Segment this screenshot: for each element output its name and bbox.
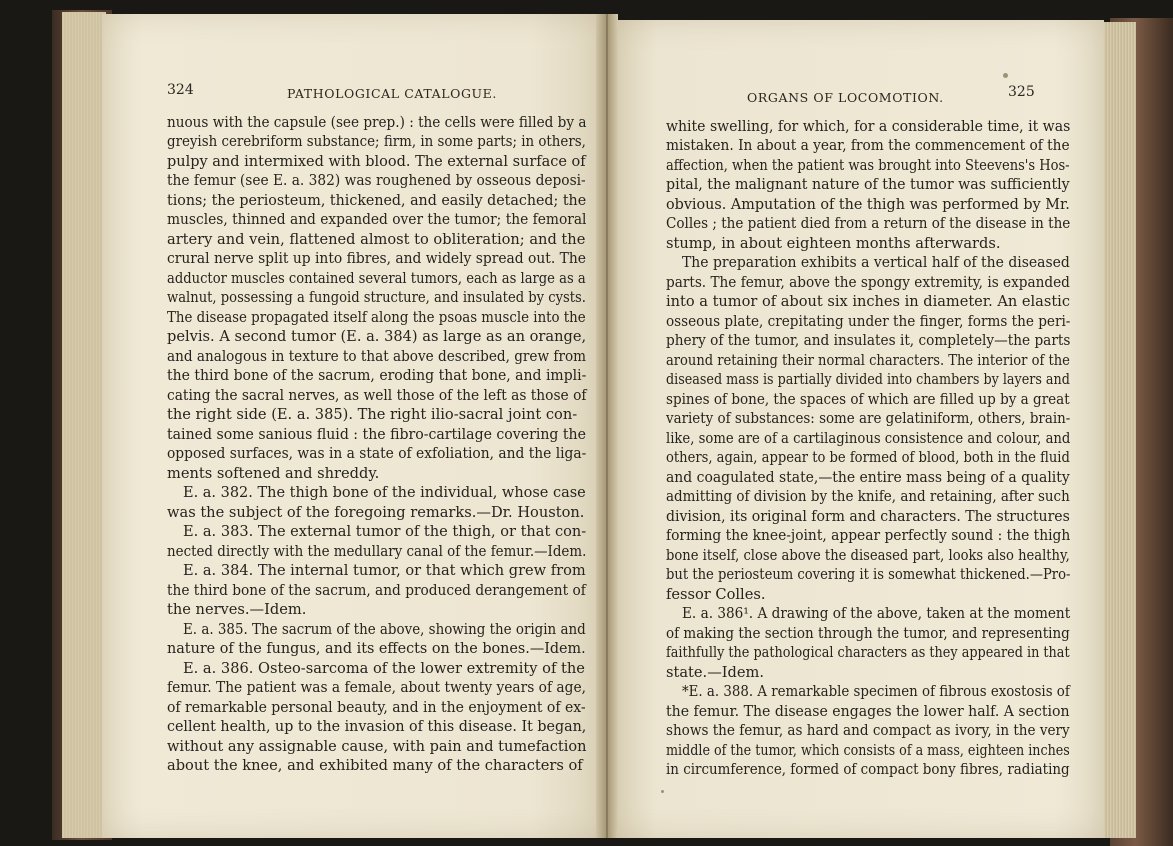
text-line: stump, in about eighteen months afterwards. (666, 235, 1001, 252)
text-line: white swelling, for which, for a considerable time, it was (666, 118, 1071, 135)
text-line: greyish cerebriform substance; firm, in some parts; in others, (167, 133, 586, 150)
book-gutter (596, 14, 618, 838)
text-line: walnut, possessing a fungoid structure, and insulated by cysts. (167, 289, 586, 306)
text-line: nected directly with the medullary canal of the femur.—Idem. (167, 543, 587, 560)
text-line: without any assignable cause, with pain and tumefaction (167, 738, 587, 755)
text-line: in circumference, formed of compact bony fibres, radiating (666, 761, 1070, 778)
text-line: obvious. Amputation of the thigh was performed by Mr. (666, 196, 1070, 213)
text-line: shows the femur, as hard and compact as ivory, in the very (666, 722, 1070, 739)
left-running-head: PATHOLOGICAL CATALOGUE. (287, 86, 497, 101)
text-line: *E. a. 388. A remarkable specimen of fibrous exostosis of (682, 683, 1070, 700)
text-line: adductor muscles contained several tumors, each as large as a (167, 270, 586, 287)
text-line: the third bone of the sacrum, and produced derangement of (167, 582, 586, 599)
text-line: around retaining their normal characters. The interior of the (666, 352, 1070, 369)
text-line: opposed surfaces, was in a state of exfoliation, and the liga- (167, 445, 587, 462)
text-line: tained some sanious fluid : the fibro-cartilage covering the (167, 426, 586, 443)
text-line: the femur (see E. a. 382) was roughened by osseous deposi- (167, 172, 586, 189)
text-line: division, its original form and characters. The structures (666, 508, 1070, 525)
text-line: middle of the tumor, which consists of a mass, eighteen inches (666, 742, 1070, 759)
text-line: ments softened and shreddy. (167, 465, 380, 482)
text-line: affection, when the patient was brought into Steevens's Hos- (666, 157, 1070, 174)
text-line: cellent health, up to the invasion of this disease. It began, (167, 718, 587, 735)
text-line: phery of the tumor, and insulates it, completely—the parts (666, 332, 1071, 349)
left-page-number: 324 (167, 82, 194, 98)
text-line: forming the knee-joint, appear perfectly sound : the thigh (666, 527, 1071, 544)
text-line: the third bone of the sacrum, eroding that bone, and impli- (167, 367, 587, 384)
text-line: into a tumor of about six inches in diameter. An elastic (666, 293, 1071, 310)
text-line: the right side (E. a. 385). The right ilio-sacral joint con- (167, 406, 578, 423)
text-line: spines of bone, the spaces of which are filled up by a great (666, 391, 1070, 408)
text-line: faithfully the pathological characters as they appeared in that (666, 644, 1070, 661)
text-line: osseous plate, crepitating under the finger, forms the peri- (666, 313, 1071, 330)
text-line: others, again, appear to be formed of blood, both in the fluid (666, 449, 1070, 466)
text-line: pital, the malignant nature of the tumor was sufficiently (666, 176, 1070, 193)
text-line: was the subject of the foregoing remarks.—Dr. Houston. (167, 504, 585, 521)
text-line: nuous with the capsule (see prep.) : the cells were filled by a (167, 114, 587, 131)
text-line: E. a. 386. Osteo-sarcoma of the lower extremity of the (183, 660, 585, 677)
text-line: tions; the periosteum, thickened, and easily detached; the (167, 192, 587, 209)
right-running-head: ORGANS OF LOCOMOTION. (747, 90, 944, 105)
text-line: E. a. 386¹. A drawing of the above, taken at the moment (682, 605, 1071, 622)
text-line: mistaken. In about a year, from the commencement of the (666, 137, 1070, 154)
text-line: cating the sacral nerves, as well those of the left as those of (167, 387, 587, 404)
text-line: nature of the fungus, and its effects on the bones.—Idem. (167, 640, 586, 657)
text-line: about the knee, and exhibited many of the characters of (167, 757, 583, 774)
text-line: pulpy and intermixed with blood. The external surface of (167, 153, 586, 170)
text-line: and analogous in texture to that above described, grew from (167, 348, 587, 365)
text-line: fessor Colles. (666, 586, 766, 603)
text-line: the femur. The disease engages the lower half. A section (666, 703, 1070, 720)
text-line: pelvis. A second tumor (E. a. 384) as large as an orange, (167, 328, 587, 345)
text-line: The preparation exhibits a vertical half of the diseased (682, 254, 1070, 271)
text-line: bone itself, close above the diseased part, looks also healthy, (666, 547, 1070, 564)
text-line: the nerves.—Idem. (167, 601, 307, 618)
text-line: diseased mass is partially divided into chambers by layers and (666, 371, 1070, 388)
text-line: crural nerve split up into fibres, and widely spread out. The (167, 250, 586, 267)
text-line: Colles ; the patient died from a return of the disease in the (666, 215, 1071, 232)
text-line: E. a. 383. The external tumor of the thigh, or that con- (183, 523, 587, 540)
text-line: E. a. 384. The internal tumor, or that which grew from (183, 562, 586, 579)
text-line: E. a. 382. The thigh bone of the individual, whose case (183, 484, 586, 501)
text-line: and coagulated state,—the entire mass being of a quality (666, 469, 1070, 486)
text-line: of remarkable personal beauty, and in the enjoyment of ex- (167, 699, 586, 716)
text-line: admitting of division by the knife, and retaining, after such (666, 488, 1070, 505)
text-line: of making the section through the tumor, and representing (666, 625, 1070, 642)
right-page-number: 325 (1008, 84, 1035, 100)
page-edges-left (62, 12, 106, 838)
text-line: The disease propagated itself along the psoas muscle into the (167, 309, 586, 326)
text-line: but the periosteum covering it is somewhat thickened.—Pro- (666, 566, 1071, 583)
paper-spot (1003, 73, 1008, 78)
text-line: artery and vein, flattened almost to obliteration; and the (167, 231, 586, 248)
text-line: like, some are of a cartilaginous consistence and colour, and (666, 430, 1071, 447)
text-line: E. a. 385. The sacrum of the above, showing the origin and (183, 621, 586, 638)
text-line: muscles, thinned and expanded over the tumor; the femoral (167, 211, 587, 228)
text-line: variety of substances: some are gelatiniform, others, brain- (666, 410, 1071, 427)
paper-spot (661, 790, 664, 793)
text-line: parts. The femur, above the spongy extremity, is expanded (666, 274, 1070, 291)
text-line: femur. The patient was a female, about twenty years of age, (167, 679, 586, 696)
text-line: state.—Idem. (666, 664, 765, 681)
